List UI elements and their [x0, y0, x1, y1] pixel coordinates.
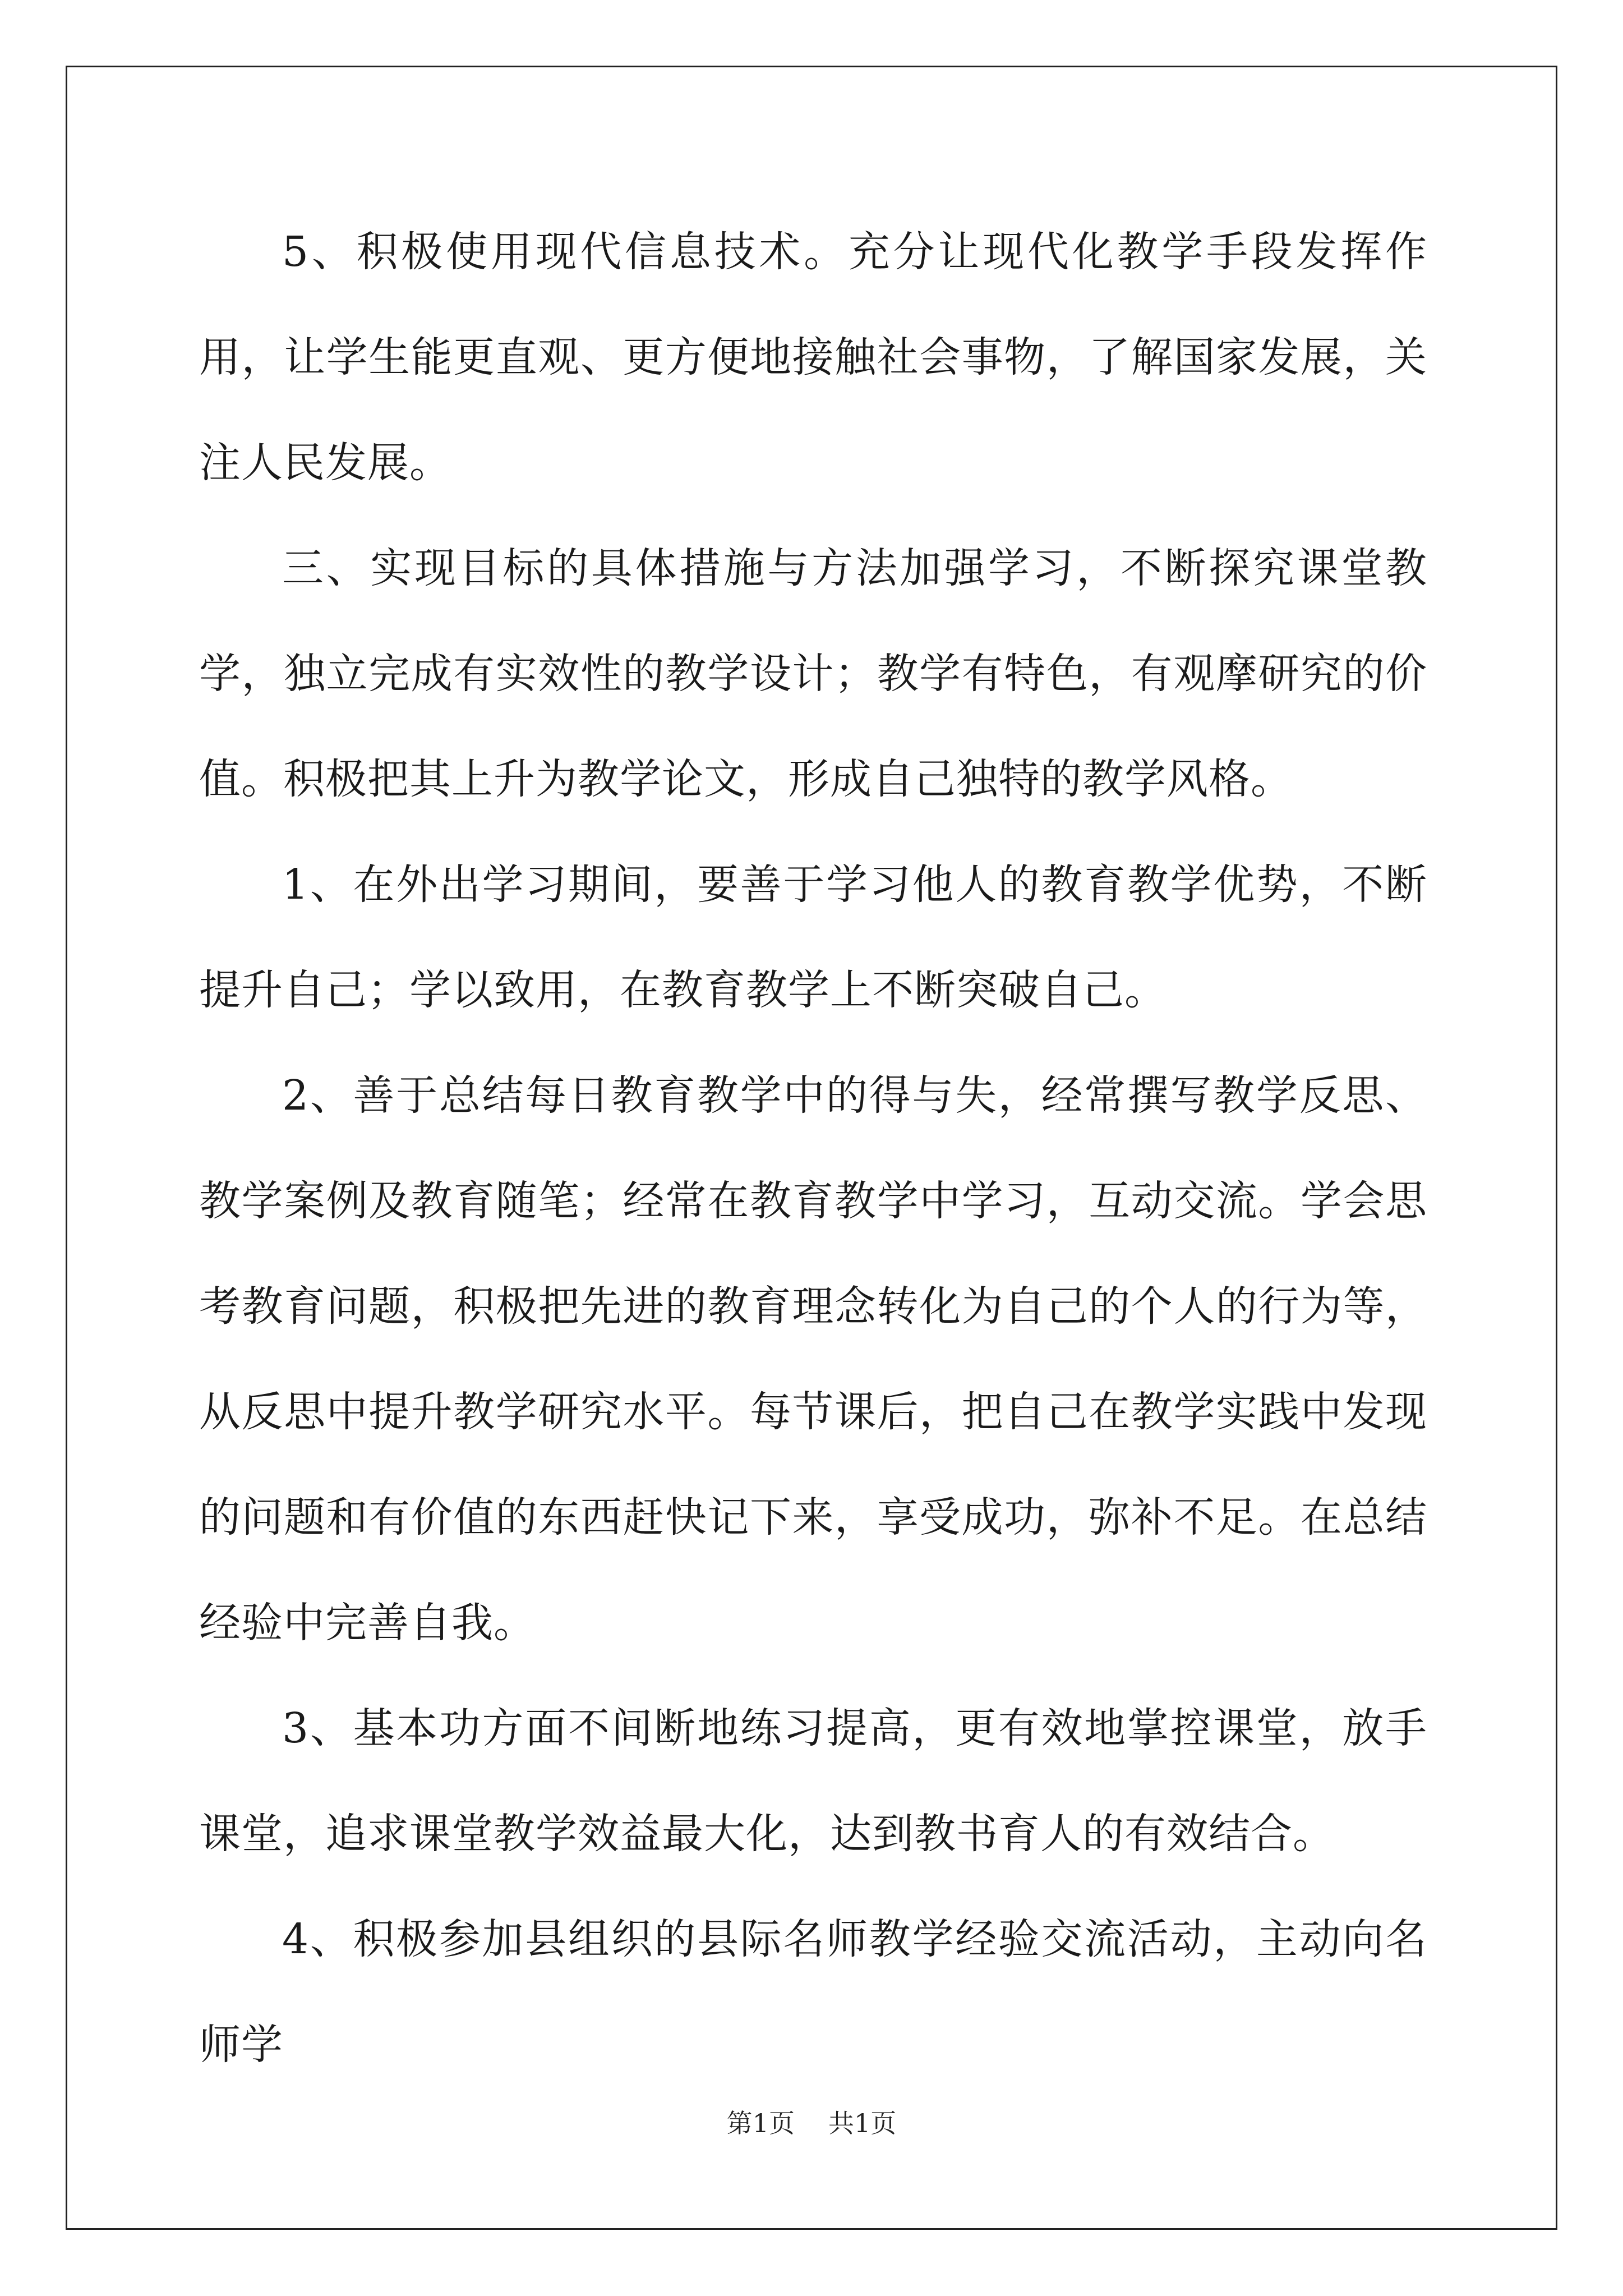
paragraph-item-1: 1、在外出学习期间，要善于学习他人的教育教学优势，不断提升自己；学以致用，在教育教学上不断突破自己。 [199, 861, 1427, 1014]
paragraph-item-5: 5、积极使用现代信息技术。充分让现代化教学手段发挥作用，让学生能更直观、更方便地接触社会事物，了解国家发展，关注人民发展。 [199, 228, 1427, 487]
paragraph-item-2: 2、善于总结每日教育教学中的得与失，经常撰写教学反思、教学案例及教育随笔；经常在教育教学中学习，互动交流。学会思考教育问题，积极把先进的教育理念转化为自己的个人的行为等，从反思中提升教学研究水平。每节课后，把自己在教学实践中发现的问题和有价值的东西赶快记下来，享受成功，弥补不足。在总结经验中完善自我。 [199, 1071, 1427, 1647]
page-total: 共1页 [828, 2108, 897, 2138]
paragraph-item-4: 4、积极参加县组织的县际名师教学经验交流活动，主动向名师学 [199, 1915, 1427, 2069]
document-body [199, 199, 1427, 2097]
paragraph-item-3: 3、基本功方面不间断地练习提高，更有效地掌控课堂，放手课堂，追求课堂教学效益最大化，达到教书育人的有效结合。 [199, 1704, 1427, 1858]
paragraph-section-3: 三、实现目标的具体措施与方法加强学习，不断探究课堂教学，独立完成有实效性的教学设计；教学有特色，有观摩研究的价值。积极把其上升为教学论文，形成自己独特的教学风格。 [199, 544, 1427, 803]
page-footer [0, 2106, 1623, 2140]
page-number: 第1页 [726, 2108, 795, 2138]
